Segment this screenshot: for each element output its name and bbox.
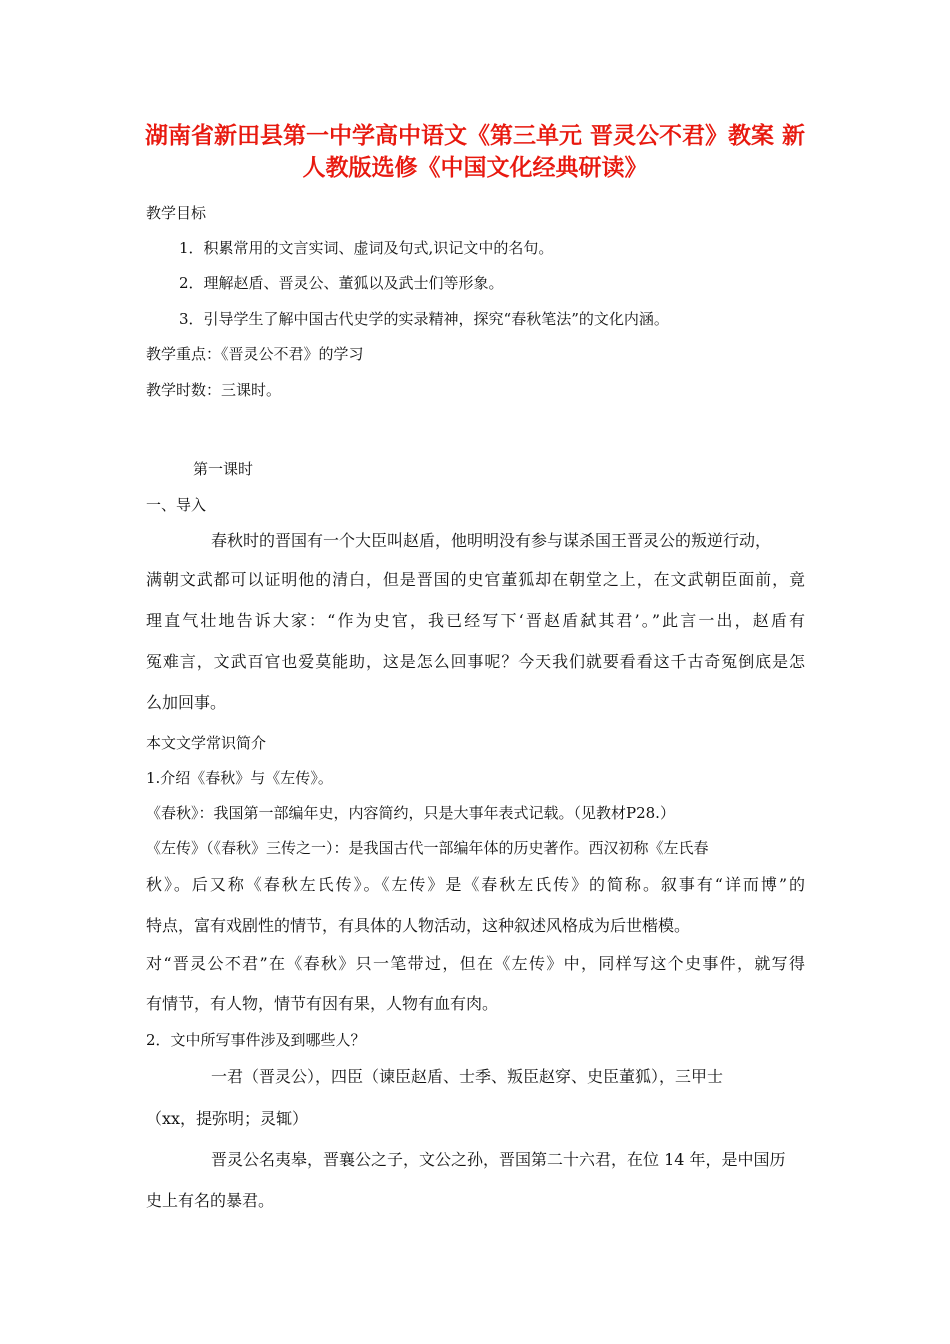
q2-line: 一君（晋灵公），四臣（谏臣赵盾、士季、叛臣赵穿、史臣董狐），三甲士 <box>211 1067 724 1086</box>
intro-line: 春秋时的晋国有一个大臣叫赵盾，他明明没有参与谋杀国王晋灵公的叛逆行动， <box>211 531 772 550</box>
intro-line: 满朝文武都可以证明他的清白，但是晋国的史官董狐却在朝堂之上，在文武朝臣面前，竟 <box>146 570 805 589</box>
lit-subheading: 1.介绍《春秋》与《左传》。 <box>146 769 333 787</box>
lit-line: 对“晋灵公不君”在《春秋》只一笔带过，但在《左传》中，同样写这个史事件，就写得 <box>146 954 805 973</box>
q2-line: 晋灵公名夷皋，晋襄公之子，文公之孙，晋国第二十六君，在位 14 年，是中国历 <box>211 1150 786 1169</box>
lit-line: 特点，富有戏剧性的情节，有具体的人物活动，这种叙述风格成为后世楷模。 <box>146 916 691 935</box>
intro-line: 理直气壮地告诉大家：“作为史官，我已经写下‘晋赵盾弑其君’。”此言一出，赵盾有 <box>146 611 805 630</box>
objective-item: 2．理解赵盾、晋灵公、董狐以及武士们等形象。 <box>179 274 504 292</box>
key-point: 教学重点：《晋灵公不君》的学习 <box>146 345 364 363</box>
section-heading: 教学目标 <box>146 204 207 222</box>
intro-line: 冤难言，文武百官也爱莫能助，这是怎么回事呢？今天我们就要看看这千古奇冤倒底是怎 <box>146 652 805 671</box>
lit-line: 有情节，有人物，情节有因有果，人物有血有肉。 <box>146 994 499 1013</box>
class-hours: 教学时数：三课时。 <box>146 381 282 399</box>
lesson-heading: 第一课时 <box>193 460 254 478</box>
question-heading: 2．文中所写事件涉及到哪些人？ <box>146 1031 366 1049</box>
title-line-2: 人教版选修《中国文化经典研读》 <box>302 155 648 181</box>
lit-line: 秋》。后又称《春秋左氏传》。《左传》是《春秋左氏传》的简称。叙事有“详而博”的 <box>146 875 805 894</box>
section-heading: 本文文学常识简介 <box>146 734 267 752</box>
lit-line: 《春秋》：我国第一部编年史，内容简约，只是大事年表式记载。（见教材P28.） <box>146 804 675 822</box>
intro-line: 么加回事。 <box>146 693 227 712</box>
section-heading: 一、导入 <box>146 496 207 514</box>
objective-item: 1．积累常用的文言实词、虚词及句式,识记文中的名句。 <box>179 239 554 257</box>
lit-line: 《左传》（《春秋》三传之一）：是我国古代一部编年体的历史著作。西汉初称《左氏春 <box>146 839 709 857</box>
page-title <box>120 120 830 184</box>
q2-line: 史上有名的暴君。 <box>146 1191 275 1210</box>
q2-line: （xx，提弥明；灵辄） <box>146 1109 309 1128</box>
objective-item: 3．引导学生了解中国古代史学的实录精神，探究“春秋笔法”的文化内涵。 <box>179 310 669 328</box>
title-line-1: 湖南省新田县第一中学高中语文《第三单元 晋灵公不君》教案 新 <box>144 123 805 149</box>
